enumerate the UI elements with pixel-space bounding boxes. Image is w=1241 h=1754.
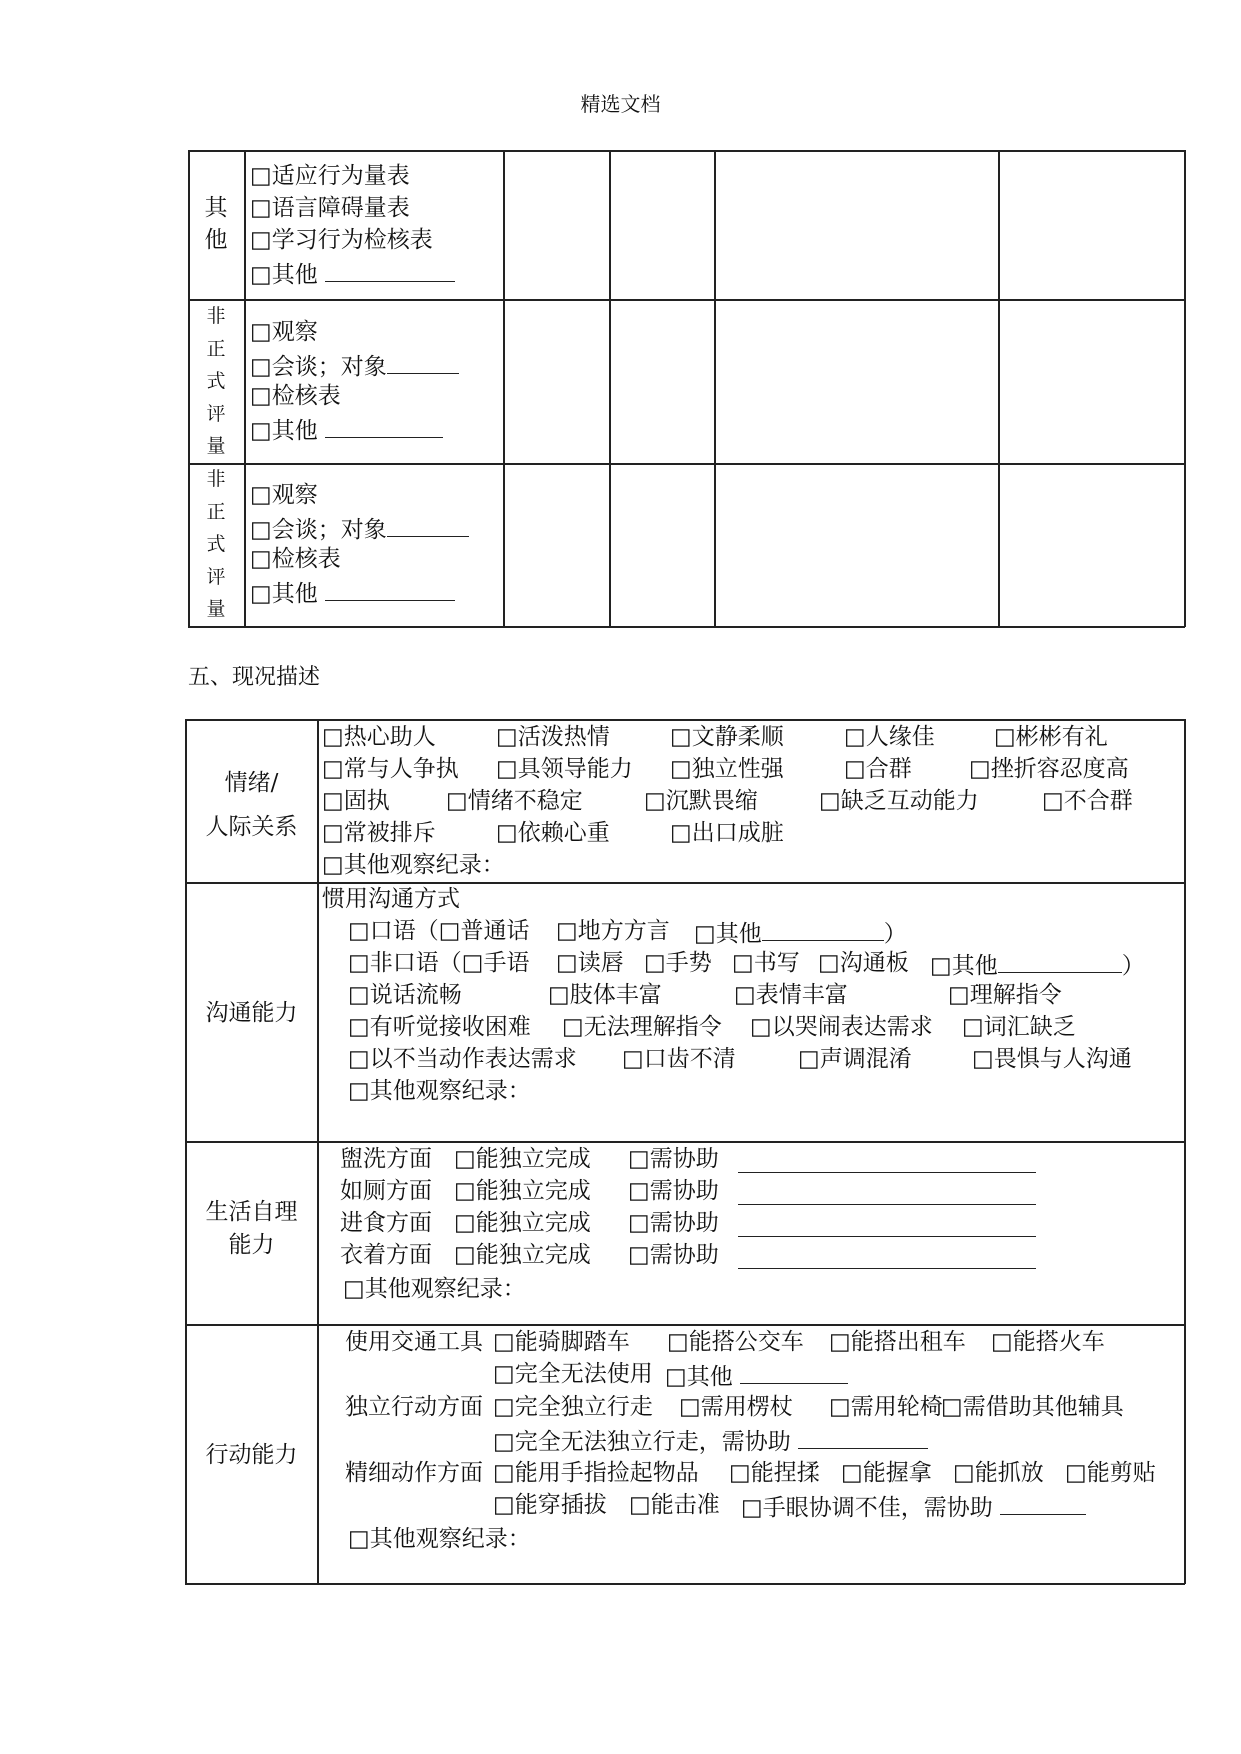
label-char: 评 bbox=[206, 402, 226, 425]
checkbox-option[interactable]: □需用轮椅 bbox=[829, 1394, 943, 1420]
checkbox-option[interactable]: □以哭闹表达需求 bbox=[750, 1014, 933, 1040]
other-blank[interactable] bbox=[325, 261, 455, 282]
table-border bbox=[185, 1583, 1185, 1585]
checkbox-observe[interactable]: □观察 bbox=[250, 319, 318, 345]
label-char: 他 bbox=[204, 227, 228, 253]
checkbox-option[interactable]: □依赖心重 bbox=[496, 820, 610, 846]
checkbox-option[interactable]: □读唇 bbox=[556, 950, 624, 976]
label-char: 非 bbox=[206, 468, 226, 490]
checkbox-observe[interactable]: □观察 bbox=[250, 482, 318, 508]
checkbox-option[interactable]: □地方方言 bbox=[556, 918, 670, 944]
checkbox-language-disorder[interactable]: □语言障碍量表 bbox=[250, 195, 410, 221]
table-border bbox=[1184, 719, 1186, 1584]
other-record[interactable]: □其他观察纪录： bbox=[348, 1526, 531, 1552]
category-mobility: 行动能力 bbox=[205, 1442, 298, 1468]
page-header: 精选文档 bbox=[580, 92, 661, 116]
checkbox-option[interactable]: □彬彬有礼 bbox=[994, 724, 1108, 750]
checkbox-option[interactable]: □口齿不清 bbox=[622, 1046, 736, 1072]
checkbox-option[interactable]: □常与人争执 bbox=[322, 756, 459, 782]
checkbox-option[interactable]: □需协助 bbox=[628, 1210, 719, 1236]
checkbox-option[interactable]: □以不当动作表达需求 bbox=[348, 1046, 577, 1072]
checkbox-adaptive-behavior[interactable]: □适应行为量表 bbox=[250, 163, 410, 189]
checkbox-option[interactable]: □其他 ） bbox=[694, 921, 907, 947]
checkbox-option[interactable]: □情绪不稳定 bbox=[446, 788, 583, 814]
checkbox-option[interactable]: □能搭火车 bbox=[991, 1329, 1105, 1355]
checkbox-interview[interactable]: □会谈；对象 bbox=[250, 516, 469, 542]
checkbox-option[interactable]: □沟通板 bbox=[818, 950, 909, 976]
checkbox-other-row[interactable]: □其他 bbox=[250, 261, 455, 287]
checkbox-option[interactable]: □活泼热情 bbox=[496, 724, 610, 750]
category-emotion bbox=[186, 762, 317, 849]
selfcare-label: 进食方面 bbox=[340, 1210, 432, 1236]
assist-blank[interactable] bbox=[738, 1248, 1036, 1269]
column-divider bbox=[714, 150, 716, 627]
checkbox-learning-checklist[interactable]: □学习行为检核表 bbox=[250, 227, 433, 253]
checkbox-option[interactable]: □挫折容忍度高 bbox=[969, 756, 1129, 782]
checkbox-option[interactable]: □独立性强 bbox=[670, 756, 784, 782]
checkbox-option[interactable]: □完全无法独立行走，需协助 bbox=[493, 1428, 928, 1454]
checkbox-option[interactable]: □热心助人 bbox=[322, 724, 436, 750]
column-divider bbox=[244, 150, 246, 627]
row-divider bbox=[188, 463, 1185, 465]
checkbox-other-row[interactable]: □其他 bbox=[250, 417, 443, 443]
checkbox-option[interactable]: □畏惧与人沟通 bbox=[972, 1046, 1132, 1072]
label-char: 量 bbox=[206, 598, 226, 620]
checkbox-option[interactable]: □书写 bbox=[732, 950, 800, 976]
assist-blank[interactable] bbox=[1000, 1494, 1086, 1515]
checkbox-option[interactable]: □能击准 bbox=[629, 1492, 720, 1518]
category-communication: 沟通能力 bbox=[205, 1000, 298, 1026]
section-title: 五、现况描述 bbox=[188, 665, 321, 690]
checkbox-option[interactable]: □能搭出租车 bbox=[829, 1329, 966, 1355]
label-char: 式 bbox=[206, 533, 226, 555]
checkbox-option[interactable]: □需协助 bbox=[628, 1146, 719, 1172]
assist-blank[interactable] bbox=[798, 1428, 928, 1449]
other-blank[interactable] bbox=[740, 1363, 848, 1384]
checkbox-option[interactable]: □能骑脚踏车 bbox=[493, 1329, 630, 1355]
row-label-other bbox=[200, 192, 232, 256]
checkbox-option[interactable]: □无法理解指令 bbox=[562, 1014, 722, 1040]
table-border bbox=[188, 150, 1185, 152]
checkbox-option[interactable]: □文静柔顺 bbox=[670, 724, 784, 750]
checkbox-option[interactable]: □能剪贴 bbox=[1065, 1460, 1156, 1486]
other-blank[interactable] bbox=[325, 580, 455, 601]
interview-target-blank[interactable] bbox=[387, 353, 459, 374]
table-border bbox=[185, 719, 1185, 721]
assist-blank[interactable] bbox=[738, 1152, 1036, 1173]
checkbox-option[interactable]: □能独立完成 bbox=[454, 1242, 591, 1268]
checkbox-option[interactable]: □常被排斥 bbox=[322, 820, 436, 846]
checkbox-option[interactable]: □固执 bbox=[322, 788, 390, 814]
checkbox-option[interactable]: □有听觉接收困难 bbox=[348, 1014, 531, 1040]
interview-target-blank[interactable] bbox=[387, 516, 469, 537]
checkbox-option[interactable]: □能抓放 bbox=[953, 1460, 1044, 1486]
checkbox-option[interactable]: □其他 bbox=[665, 1363, 848, 1389]
label-char: 正 bbox=[206, 337, 226, 360]
checkbox-option[interactable]: □完全无法使用 bbox=[493, 1361, 653, 1387]
checkbox-option[interactable]: □肢体丰富 bbox=[548, 982, 662, 1008]
label-char: 量 bbox=[206, 435, 226, 457]
checkbox-option[interactable]: □出口成脏 bbox=[670, 820, 784, 846]
column-divider bbox=[317, 719, 319, 1584]
checkbox-option[interactable]: □其他 ） bbox=[930, 953, 1145, 979]
column-divider bbox=[998, 150, 1000, 627]
checkbox-option[interactable]: □口语（□普通话 bbox=[348, 918, 530, 944]
selfcare-label: 如厕方面 bbox=[340, 1178, 432, 1204]
checkbox-option[interactable]: □表情丰富 bbox=[734, 982, 848, 1008]
other-record[interactable]: □其他观察纪录： bbox=[348, 1078, 531, 1104]
assist-blank[interactable] bbox=[738, 1184, 1036, 1205]
checkbox-option[interactable]: □手势 bbox=[644, 950, 712, 976]
checkbox-option[interactable]: □能独立完成 bbox=[454, 1178, 591, 1204]
checkbox-option[interactable]: □非口语（□手语 bbox=[348, 950, 530, 976]
category-label: 情绪/ bbox=[224, 770, 279, 796]
checkbox-option[interactable]: □能捏揉 bbox=[729, 1460, 820, 1486]
column-divider bbox=[503, 150, 505, 627]
category-label: 人际关系 bbox=[205, 813, 298, 840]
row-divider bbox=[185, 882, 1185, 884]
checkbox-option[interactable]: □具领导能力 bbox=[496, 756, 633, 782]
other-blank[interactable] bbox=[998, 952, 1122, 973]
mobility-label: 独立行动方面 bbox=[345, 1394, 483, 1420]
other-blank[interactable] bbox=[325, 417, 443, 438]
checkbox-option[interactable]: □能穿插拔 bbox=[493, 1492, 607, 1518]
checkbox-option[interactable]: □手眼协调不佳，需协助 bbox=[741, 1494, 1086, 1520]
category-label: 能力 bbox=[228, 1232, 275, 1259]
row-divider bbox=[188, 299, 1185, 301]
checkbox-option[interactable]: □需协助 bbox=[628, 1178, 719, 1204]
row-label-informal bbox=[200, 300, 232, 463]
checkbox-option[interactable]: □不合群 bbox=[1042, 788, 1133, 814]
selfcare-label: 盥洗方面 bbox=[340, 1146, 432, 1172]
checkbox-option[interactable]: □理解指令 bbox=[948, 982, 1062, 1008]
checkbox-option[interactable]: □能独立完成 bbox=[454, 1210, 591, 1236]
assist-blank[interactable] bbox=[738, 1216, 1036, 1237]
selfcare-label: 衣着方面 bbox=[340, 1242, 432, 1268]
label-char: 式 bbox=[206, 370, 226, 392]
category-selfcare bbox=[186, 1196, 317, 1263]
mobility-label: 精细动作方面 bbox=[345, 1460, 483, 1486]
label-char: 其 bbox=[204, 195, 228, 221]
checkbox-option[interactable]: □沉默畏缩 bbox=[644, 788, 758, 814]
checkbox-option[interactable]: □能握拿 bbox=[841, 1460, 932, 1486]
checkbox-option[interactable]: □人缘佳 bbox=[844, 724, 935, 750]
checkbox-option[interactable]: □完全独立行走 bbox=[493, 1394, 653, 1420]
checkbox-other-row[interactable]: □其他 bbox=[250, 580, 455, 606]
checkbox-option[interactable]: □声调混淆 bbox=[798, 1046, 912, 1072]
checkbox-checklist[interactable]: □检核表 bbox=[250, 546, 341, 572]
checkbox-interview[interactable]: □会谈；对象 bbox=[250, 353, 459, 379]
table-border bbox=[1184, 150, 1186, 627]
communication-heading: 惯用沟通方式 bbox=[322, 886, 460, 912]
checkbox-option[interactable]: □需用楞杖 bbox=[679, 1394, 793, 1420]
label-char: 评 bbox=[206, 565, 226, 588]
label-char: 正 bbox=[206, 500, 226, 523]
category-label: 生活自理 bbox=[205, 1199, 298, 1225]
checkbox-option[interactable]: □词汇缺乏 bbox=[962, 1014, 1076, 1040]
checkbox-checklist[interactable]: □检核表 bbox=[250, 383, 341, 409]
column-divider bbox=[609, 150, 611, 627]
checkbox-option[interactable]: □能用手指捡起物品 bbox=[493, 1460, 699, 1486]
checkbox-option[interactable]: □需协助 bbox=[628, 1242, 719, 1268]
row-label-informal bbox=[200, 463, 232, 626]
row-divider bbox=[185, 1141, 1185, 1143]
checkbox-option[interactable]: □缺乏互动能力 bbox=[819, 788, 979, 814]
checkbox-option[interactable]: □说话流畅 bbox=[348, 982, 462, 1008]
checkbox-option[interactable]: □需借助其他辅具 bbox=[941, 1394, 1124, 1420]
other-record[interactable]: □其他观察纪录： bbox=[343, 1276, 526, 1302]
mobility-label: 使用交通工具 bbox=[345, 1329, 483, 1355]
other-record[interactable]: □其他观察纪录： bbox=[322, 852, 505, 878]
checkbox-option[interactable]: □合群 bbox=[844, 756, 912, 782]
other-blank[interactable] bbox=[762, 920, 884, 941]
table-border bbox=[188, 626, 1185, 628]
row-divider bbox=[185, 1324, 1185, 1326]
checkbox-option[interactable]: □能搭公交车 bbox=[667, 1329, 804, 1355]
checkbox-option[interactable]: □能独立完成 bbox=[454, 1146, 591, 1172]
table-border bbox=[188, 150, 190, 627]
label-char: 非 bbox=[206, 305, 226, 327]
